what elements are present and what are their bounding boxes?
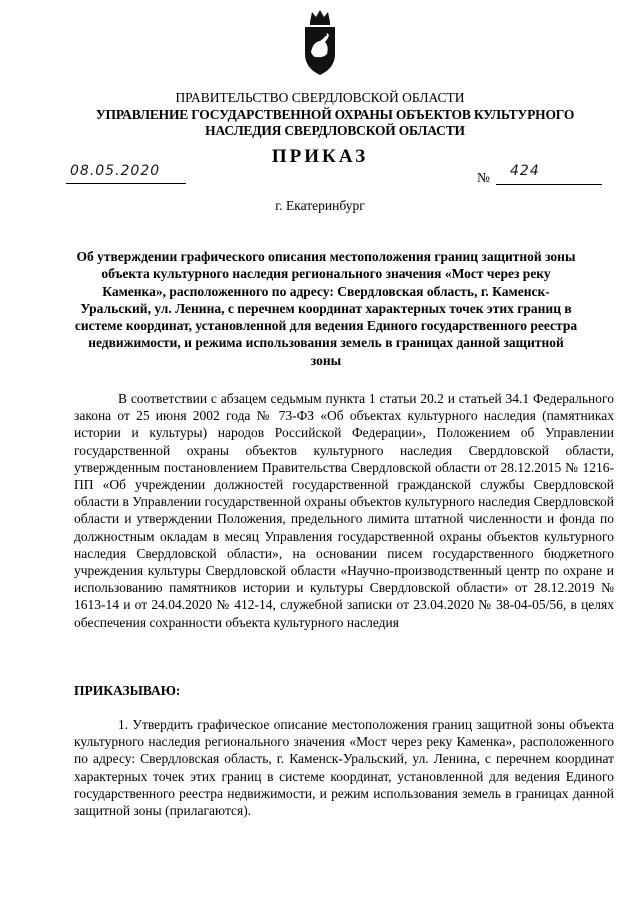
preamble-paragraph: В соответствии с абзацем седьмым пункта 1 статьи 20.2 и статьей 34.1 Федерального закона от 25 июня 2002 года № 73-ФЗ «Об объектах культурного наследия (памятниках истории и культуры) народов Российской Федерации», Положением об Управлении государственной охраны объектов культурного наследия Свердловской области, утвержденным постановлением Правительства Свердловской области от 28.12.2015 № 1216-ПП «Об учреждении должностей государственной гражданской службы Свердловской области в Управлении государственной охраны объектов культурного наследия Свердловской области и утверждении Положения, предельного лимита штатной численности и фонда по должностным окладам в месяц Управления государственной охраны объектов культурного наследия Свердловской области», на основании писем государственного бюджетного учреждения культуры Свердловской области «Научно-производственный центр по охране и использованию памятников истории и культуры Свердловской области» от 28.12.2019 № 1613-14 и от 24.04.2020 № 412-14, служебной записки от 23.04.2020 № 38-04-05/56, в целях обеспечения сохранности объекта культурного наследия (74, 391, 614, 630)
order-subject: Об утверждении графического описания местоположения границ защитной зоны объекта культурного наследия регионального значения «Мост через реку Каменка», расположенного по адресу: Свердловская область, г. Каменск-Уральский, ул. Ленина, с перечнем координат характерных точек этих границ в системе координат, установленной для ведения Единого государственного реестра недвижимости, и режима использования земель в границах данной защитной зоны (74, 249, 578, 368)
department-name: УПРАВЛЕНИЕ ГОСУДАРСТВЕННОЙ ОХРАНЫ ОБЪЕКТОВ КУЛЬТУРНОГО НАСЛЕДИЯ СВЕРДЛОВСКОЙ ОБЛАСТИ (95, 107, 575, 138)
number-label: № (477, 170, 490, 185)
order-item-1: 1. Утвердить графическое описание местоположения границ защитной зоны объекта культурного наследия регионального значения «Мост через реку Каменка», расположенного по адресу: Свердловская область, г. Каменск-Уральский, ул. Ленина, с перечнем координат характерных точек этих границ в системе координат, установленной для ведения Единого государственного реестра недвижимости, и режим использования земель в границах данной защитной зоны (прилагаются). (74, 717, 614, 819)
document-type-title: ПРИКАЗ (271, 146, 369, 167)
coat-of-arms-emblem (301, 8, 339, 78)
document-number: 424 (510, 163, 540, 179)
city-line: г. Екатеринбург (275, 198, 365, 213)
government-name: ПРАВИТЕЛЬСТВО СВЕРДЛОВСКОЙ ОБЛАСТИ (175, 90, 465, 105)
document-date: 08.05.2020 (70, 163, 161, 179)
order-directive-heading: ПРИКАЗЫВАЮ: (74, 683, 181, 698)
